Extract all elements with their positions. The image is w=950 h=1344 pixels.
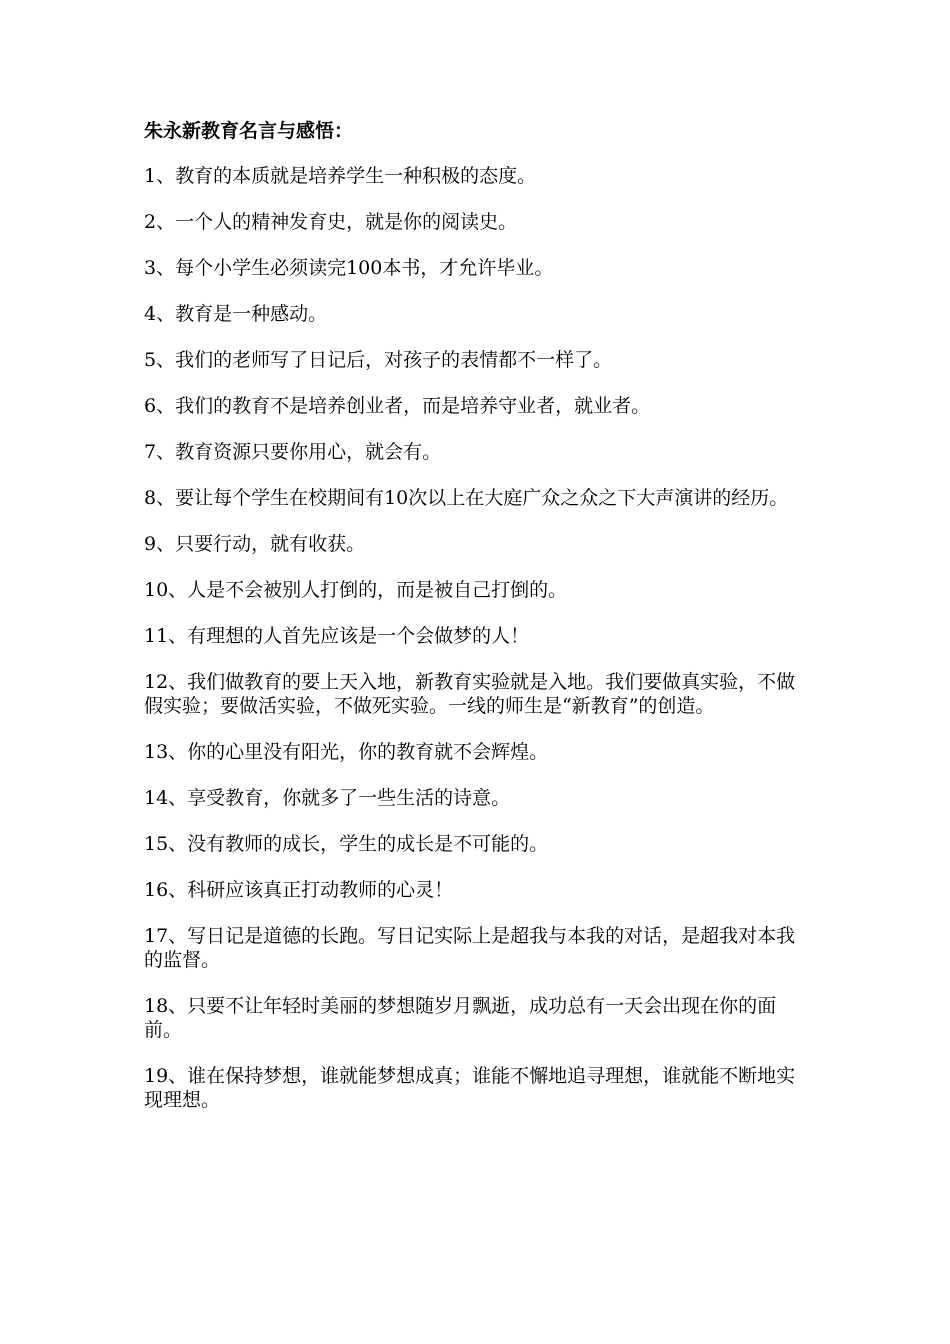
- quote-item: 3、每个小学生必须读完100本书，才允许毕业。: [144, 257, 554, 279]
- quote-list: [144, 164, 810, 1112]
- quote-item: 2、一个人的精神发育史，就是你的阅读史。: [144, 211, 518, 233]
- quote-item: 6、我们的教育不是培养创业者，而是培养守业者，就业者。: [144, 395, 651, 417]
- quote-item: 8、要让每个学生在校期间有10次以上在大庭广众之众之下大声演讲的经历。: [144, 487, 789, 509]
- quote-item: 12、我们做教育的要上天入地，新教育实验就是入地。我们要做真实验，不做假实验；要做活实验，不做死实验。一线的师生是“新教育”的创造。: [144, 671, 796, 717]
- quote-item: 7、教育资源只要你用心，就会有。: [144, 441, 442, 463]
- quote-item: 13、你的心里没有阳光，你的教育就不会辉煌。: [144, 741, 549, 763]
- quote-item: 1、教育的本质就是培养学生一种积极的态度。: [144, 165, 537, 187]
- document-body: [144, 118, 810, 1134]
- quote-item: 17、写日记是道德的长跑。写日记实际上是超我与本我的对话，是超我对本我的监督。: [144, 925, 796, 971]
- quote-item: 4、教育是一种感动。: [144, 303, 328, 325]
- quote-item: 15、没有教师的成长，学生的成长是不可能的。: [144, 833, 549, 855]
- document-title: 朱永新教育名言与感悟：: [144, 120, 354, 142]
- quote-item: 14、享受教育，你就多了一些生活的诗意。: [144, 787, 511, 809]
- quote-item: 16、科研应该真正打动教师的心灵！: [144, 879, 454, 901]
- quote-item: 19、谁在保持梦想，谁就能梦想成真；谁能不懈地追寻理想，谁就能不断地实现理想。: [144, 1065, 796, 1111]
- quote-item: 10、人是不会被别人打倒的，而是被自己打倒的。: [144, 579, 568, 601]
- quote-item: 5、我们的老师写了日记后，对孩子的表情都不一样了。: [144, 349, 613, 371]
- quote-item: 9、只要行动，就有收获。: [144, 533, 366, 555]
- quote-item: 18、只要不让年轻时美丽的梦想随岁月飘逝，成功总有一天会出现在你的面前。: [144, 995, 777, 1041]
- quote-item: 11、有理想的人首先应该是一个会做梦的人！: [144, 625, 530, 647]
